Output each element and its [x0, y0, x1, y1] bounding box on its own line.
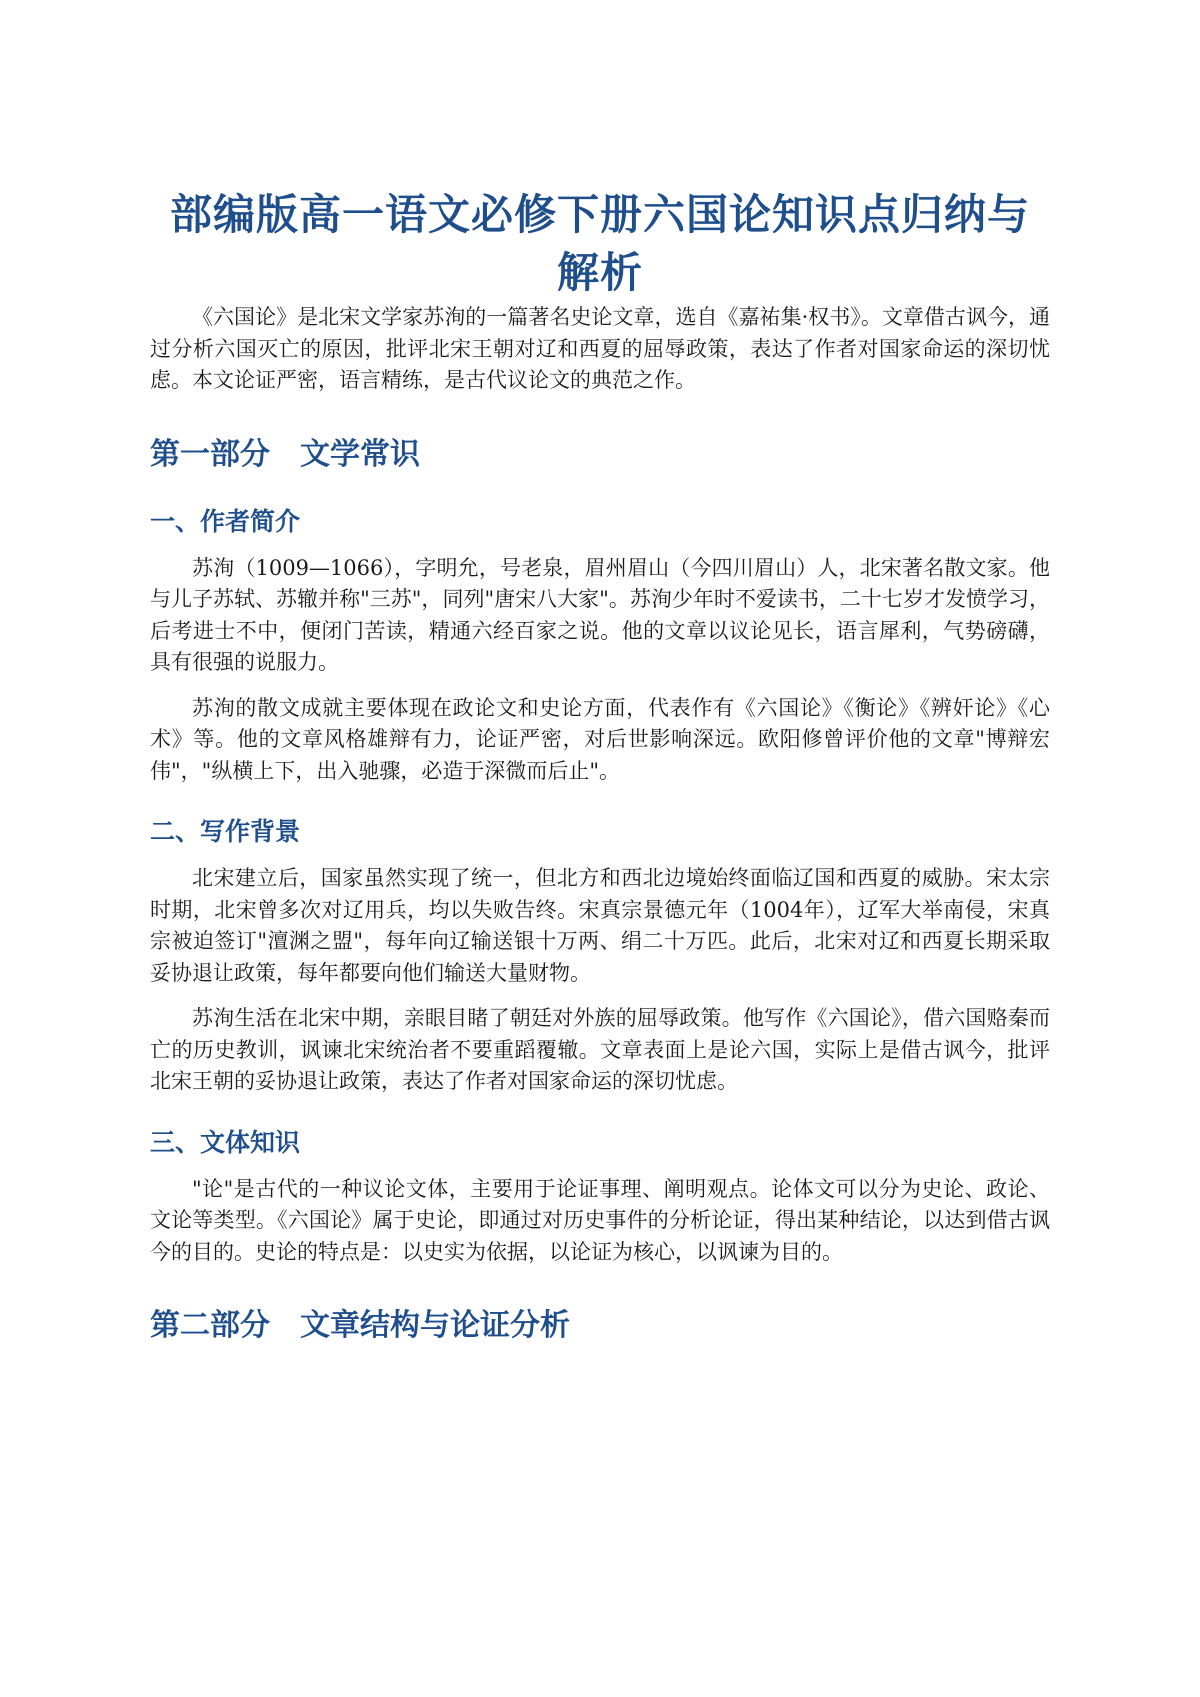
background-paragraph-2: 苏洵生活在北宋中期，亲眼目睹了朝廷对外族的屈辱政策。他写作《六国论》，借六国赂秦而亡的历史教训，讽谏北宋统治者不要重蹈覆辙。文章表面上是论六国，实际上是借古讽今，批评北宋王朝的妥协退让政策，表达了作者对国家命运的深切忧虑。: [150, 1006, 1050, 1093]
author-paragraph-2: 苏洵的散文成就主要体现在政论文和史论方面，代表作有《六国论》《衡论》《辨奸论》《心术》等。他的文章风格雄辩有力，论证严密，对后世影响深远。欧阳修曾评价他的文章"博辩宏伟"，"纵横上下，出入驰骤，必造于深微而后止"。: [150, 695, 1050, 783]
background-paragraph-1: 北宋建立后，国家虽然实现了统一，但北方和西北边境始终面临辽国和西夏的威胁。宋太宗时期，北宋曾多次对辽用兵，均以失败告终。宋真宗景德元年（1004年），辽军大举南侵，宋真宗被迫签订"澶渊之盟"，每年向辽输送银十万两、绢二十万匹。此后，北宋对辽和西夏长期采取妥协退让政策，每年都要向他们输送大量财物。: [150, 866, 1050, 985]
author-paragraph-1: 苏洵（1009—1066），字明允，号老泉，眉州眉山（今四川眉山）人，北宋著名散文家。他与儿子苏轼、苏辙并称"三苏"，同列"唐宋八大家"。苏洵少年时不爱读书，二十七岁才发愤学习，后考进士不中，便闭门苦读，精通六经百家之说。他的文章以议论见长，语言犀利，气势磅礴，具有很强的说服力。: [150, 555, 1050, 674]
genre-paragraph-1: "论"是古代的一种议论文体，主要用于论证事理、阐明观点。论体文可以分为史论、政论、文论等类型。《六国论》属于史论，即通过对历史事件的分析论证，得出某种结论，以达到借古讽今的目的。史论的特点是：以史实为依据，以论证为核心，以讽谏为目的。: [150, 1176, 1050, 1264]
part-two-heading: 第二部分 文章结构与论证分析: [150, 1308, 570, 1343]
document-title: 部编版高一语文必修下册六国论知识点归纳与解析: [169, 190, 1030, 297]
section-genre-heading: 三、文体知识: [150, 1127, 301, 1157]
part-one-heading: 第一部分 文学常识: [150, 436, 420, 472]
section-background-heading: 二、写作背景: [150, 817, 301, 846]
intro-paragraph: 《六国论》是北宋文学家苏洵的一篇著名史论文章，选自《嘉祐集·权书》。文章借古讽今，通过分析六国灭亡的原因，批评北宋王朝对辽和西夏的屈辱政策，表达了作者对国家命运的深切忧虑。本文论证严密，语言精练，是古代议论文的典范之作。: [150, 305, 1050, 392]
section-author-heading: 一、作者简介: [150, 506, 301, 536]
